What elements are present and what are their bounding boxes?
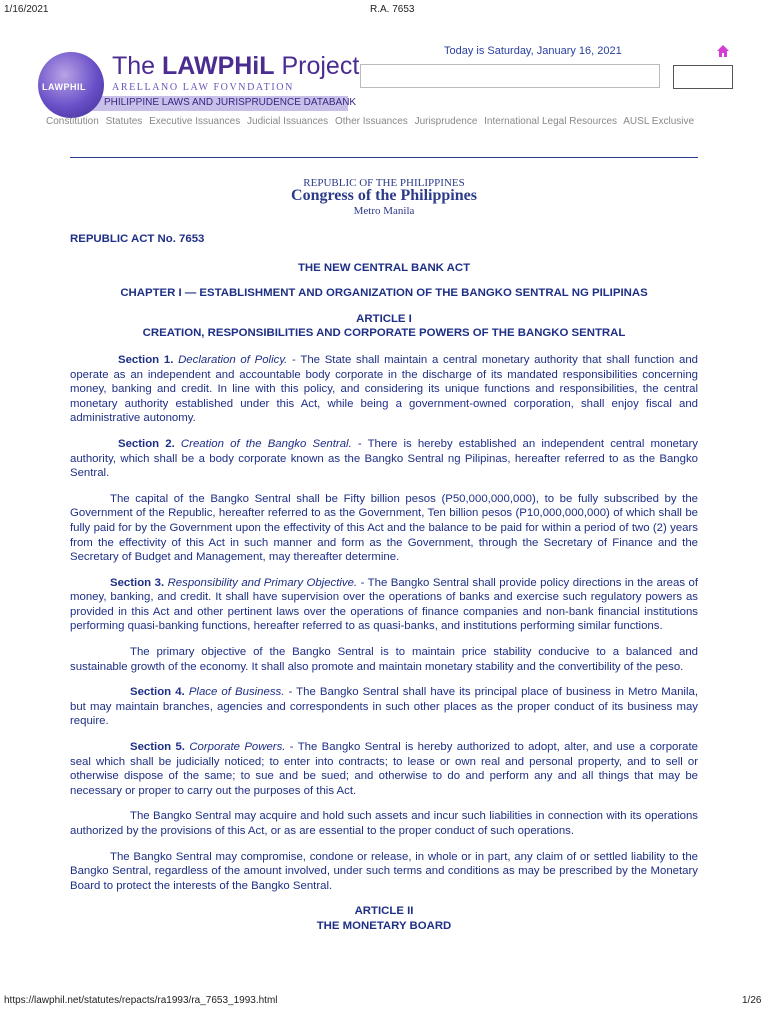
logo-tagline-band	[76, 96, 357, 111]
section-5: Section 5. Corporate Powers. - The Bangko Sentral is hereby authorized to adopt, alter, and use a corporate seal which shall be judicially noticed; to enter into contracts; to lease or own real and personal property, and to sell or otherwise dispose of the same; to sue and be sued; and otherwise to do and perform any and all things that may be necessary or proper to carry out the purposes of this Act.	[70, 741, 699, 797]
nav-international-legal-resources[interactable]: International Legal Resources	[484, 116, 618, 127]
document-body	[70, 232, 698, 945]
nav-statutes[interactable]: Statutes	[105, 116, 143, 127]
search-button[interactable]	[673, 65, 733, 89]
article-2-heading: ARTICLE II THE MONETARY BOARD	[316, 905, 452, 932]
republic-heading: REPUBLIC OF THE PHILIPPINES	[303, 177, 465, 189]
act-title: THE NEW CENTRAL BANK ACT	[297, 261, 471, 274]
section-5-paragraph-2: The Bangko Sentral may acquire and hold such assets and incur such liabilities in connection with its operations authorized by the provisions of this Act, or as are essential to the proper conduct of such operations.	[70, 810, 698, 837]
nav-ausl-exclusive[interactable]: AUSL Exclusive	[623, 116, 695, 127]
section-3-paragraph-2: The primary objective of the Bangko Sentral is to maintain price stability conducive to a balanced and sustainable growth of the economy. It shall also promote and maintain monetary stability and the convertibility of the peso.	[70, 646, 698, 673]
ra-number: REPUBLIC ACT No. 7653	[70, 233, 205, 245]
main-nav	[46, 116, 698, 127]
print-title: R.A. 7653	[370, 4, 415, 15]
congress-heading: Congress of the Philippines	[291, 187, 477, 204]
metro-heading: Metro Manila	[353, 205, 415, 217]
search-input[interactable]	[360, 64, 660, 88]
article-1-heading: ARTICLE I CREATION, RESPONSIBILITIES AND CORPORATE POWERS OF THE BANGKO SENTRAL	[142, 312, 626, 340]
section-5-paragraph-3: The Bangko Sentral may compromise, condone or release, in whole or in part, any claim of or settled liability to the Bangko Sentral, regardless of the amount involved, under such terms and conditions as may be prescribed by the Monetary Board to protect the interests of the Bangko Sentral.	[70, 850, 698, 892]
divider	[70, 157, 698, 158]
logo-small-text: LAWPHIL	[42, 82, 86, 92]
section-2: Section 2. Creation of the Bangko Sentral. - There is hereby established an independent central monetary authority, which shall be a body corporate known as the Bangko Sentral ng Pilipinas, hereafter referred to as the Bangko Sentral.	[70, 437, 698, 480]
today-date: Today is Saturday, January 16, 2021	[444, 45, 622, 57]
logo-tagline: PHILIPPINE LAWS AND JURISPRUDENCE DATABANK	[104, 97, 357, 108]
nav-judicial-issuances[interactable]: Judicial Issuances	[247, 116, 329, 127]
print-page-number: 1/26	[742, 995, 762, 1006]
home-icon[interactable]	[716, 44, 730, 58]
nav-executive-issuances[interactable]: Executive Issuances	[149, 116, 241, 127]
chapter-title: CHAPTER I — ESTABLISHMENT AND ORGANIZATION OF THE BANGKO SENTRAL NG PILIPINAS	[120, 287, 648, 300]
section-1: Section 1. Declaration of Policy. - The State shall maintain a central monetary authority that shall function and operate as an independent and accountable body corporate in the discharge of its mandated responsibilities concerning money, banking and credit. In line with this policy, and considering its unique functions and responsibilities, the central monetary authority established under this Act, while being a government-owned corporation, shall enjoy fiscal and administrative autonomy.	[70, 353, 698, 425]
nav-jurisprudence[interactable]: Jurisprudence	[414, 116, 478, 127]
nav-constitution[interactable]: Constitution	[46, 116, 99, 127]
print-url: https://lawphil.net/statutes/repacts/ra1993/ra_7653_1993.html	[4, 995, 278, 1006]
section-2-paragraph-2: The capital of the Bangko Sentral shall be Fifty billion pesos (P50,000,000,000), to be fully subscribed by the Government of the Republic, hereafter referred to as the Government, Ten billion pesos (P10,000,000,000) of which shall be fully paid for by the Government upon the effectivity of this Act and the balance to be paid for within a period of two (2) years from the effectivity of this Act in such manner and form as the Government, through the Secretary of Finance and the Secretary of Budget and Management, may thereafter determine.	[70, 492, 698, 564]
site-title: The LAWPHiL Project	[112, 52, 360, 80]
print-date: 1/16/2021	[4, 4, 49, 15]
section-4: Section 4. Place of Business. - The Bangko Sentral shall have its principal place of business in Metro Manila, but may maintain branches, agencies and correspondents in such other places as the proper conduct of its business may require.	[70, 686, 698, 728]
site-logo[interactable]	[38, 44, 360, 114]
site-subtitle: ARELLANO LAW FOVNDATION	[112, 82, 294, 93]
nav-other-issuances[interactable]: Other Issuances	[334, 116, 408, 127]
section-3: Section 3. Responsibility and Primary Objective. - The Bangko Sentral shall provide policy directions in the areas of money, banking, and credit. It shall have supervision over the operations of banks and exercise such regulatory powers as provided in this Act and other pertinent laws over the operations of finance companies and non-bank financial institutions performing quasi-banking functions, hereafter referred to as quasi-banks, and institutions performing similar functions.	[70, 576, 699, 633]
